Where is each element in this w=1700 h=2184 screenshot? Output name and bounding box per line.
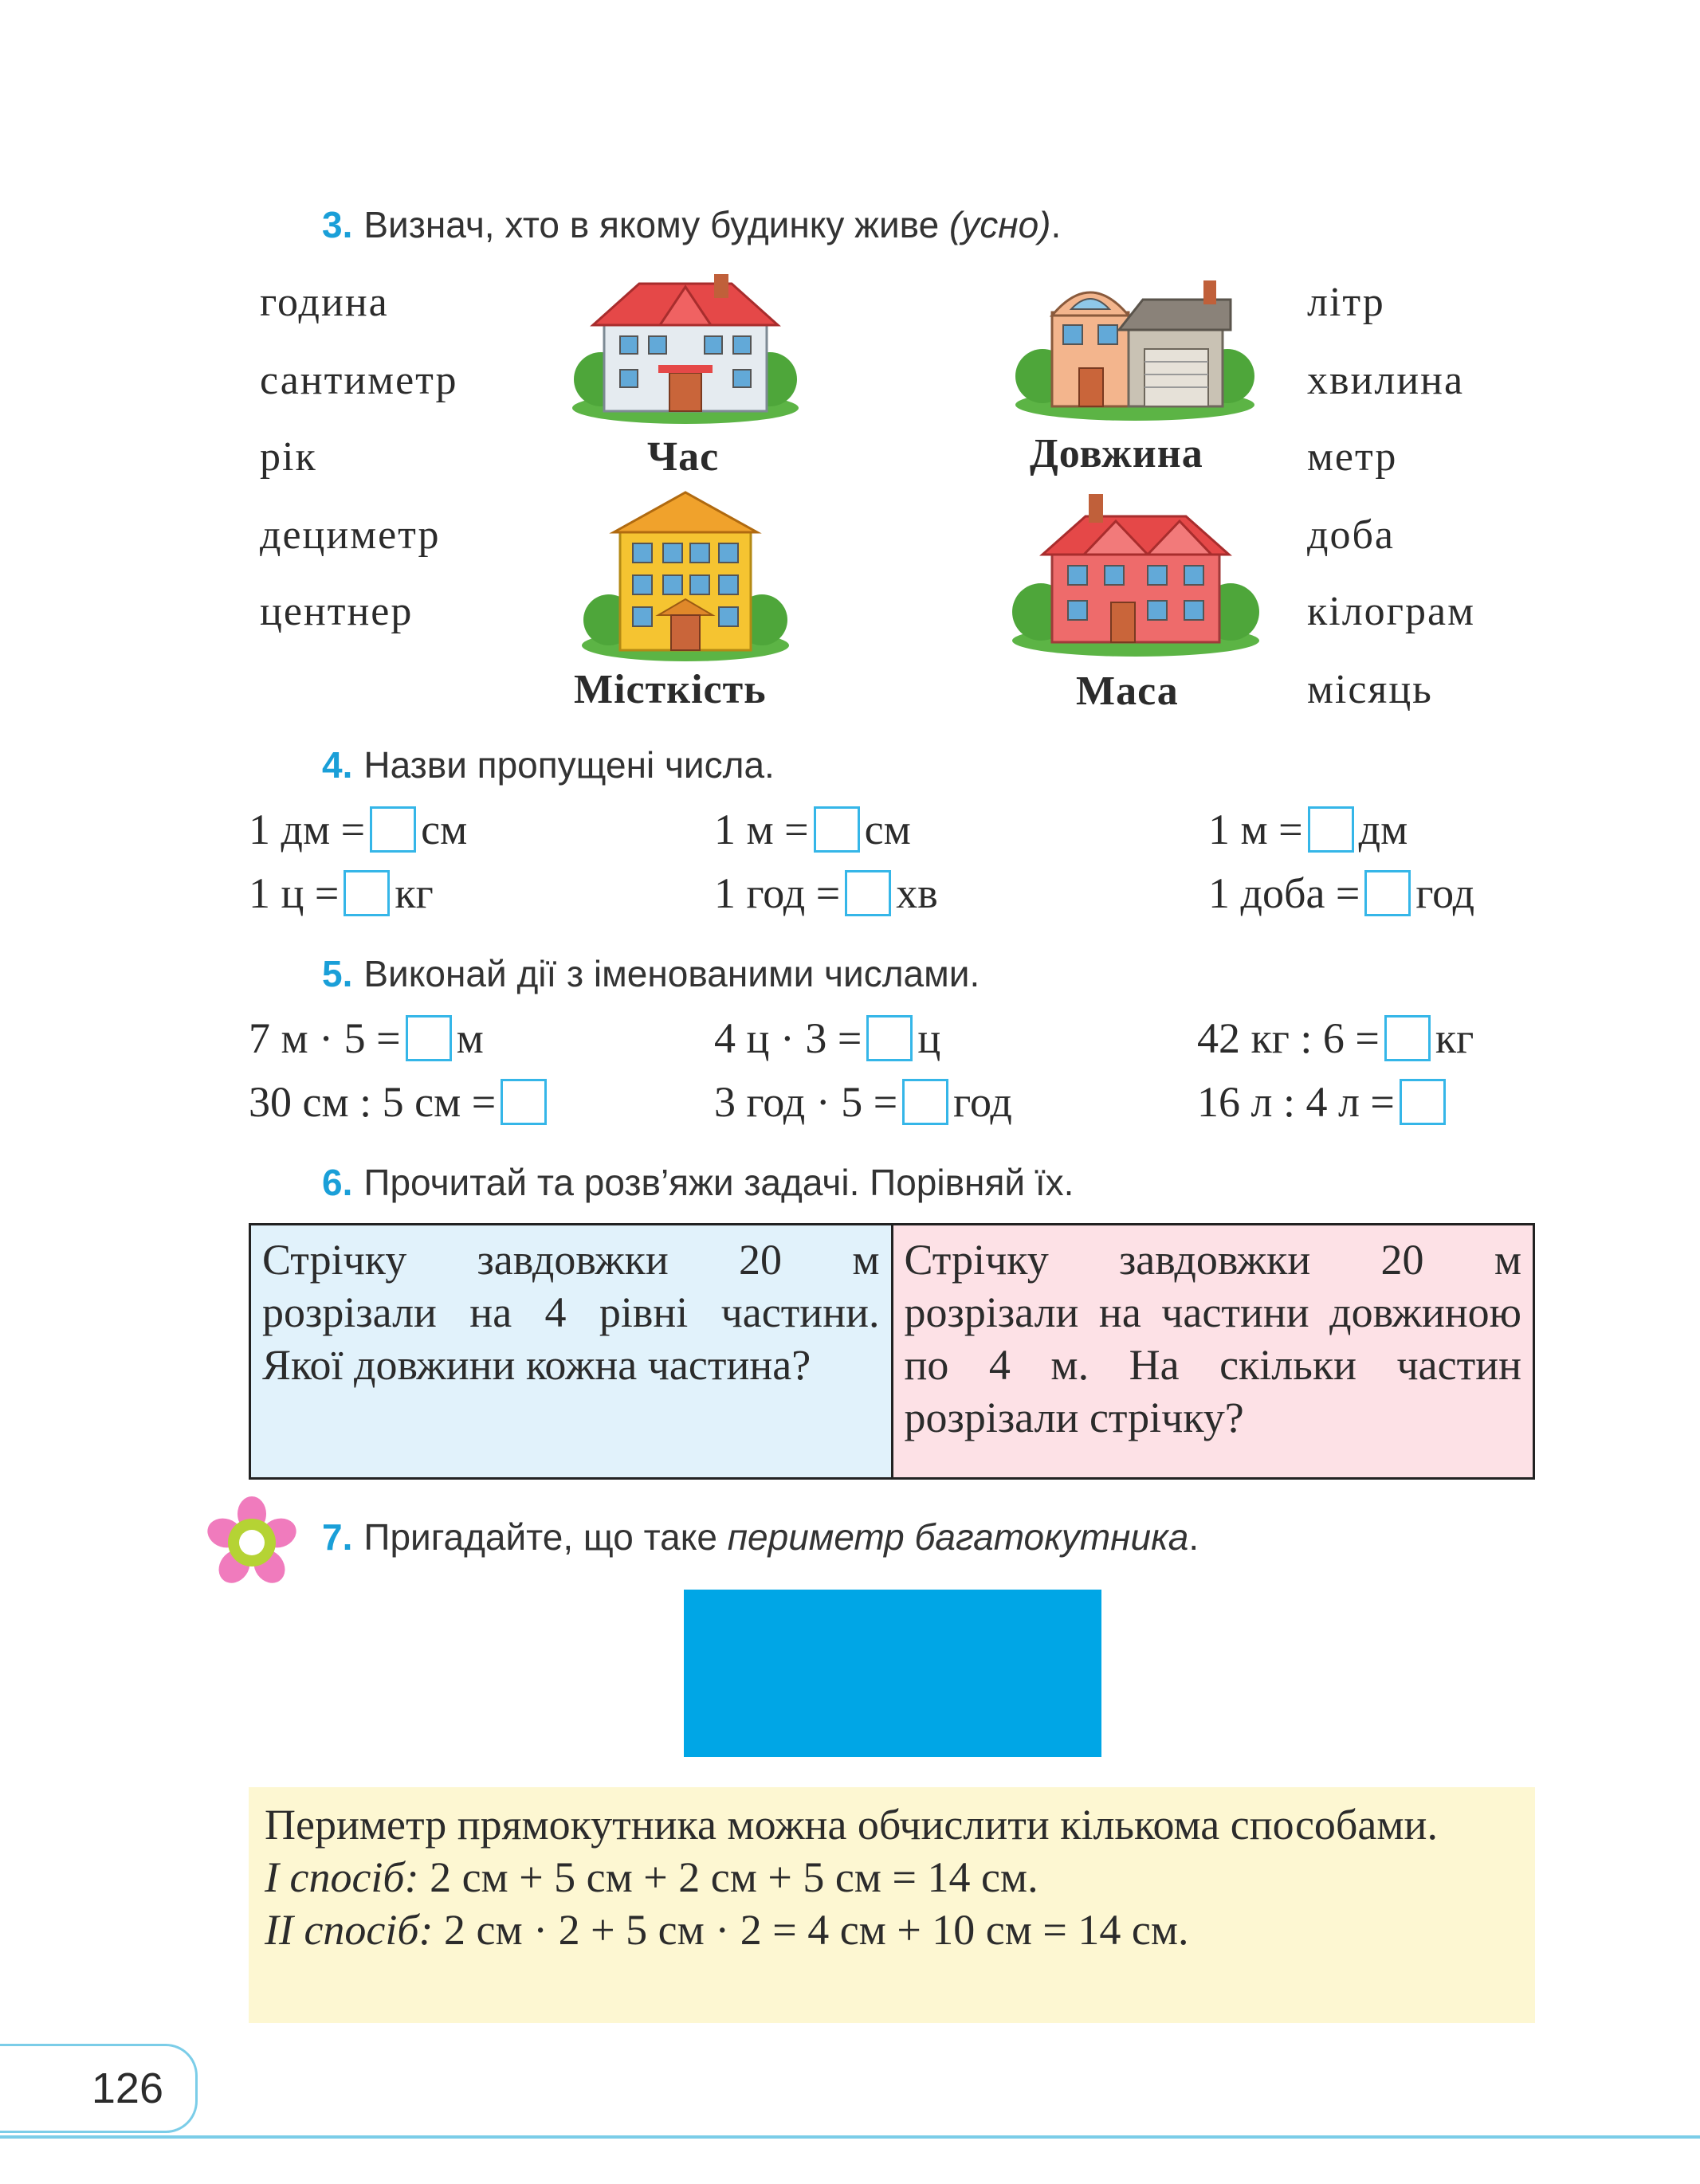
pair-work-flower-icon	[204, 1496, 300, 1589]
task7-instruction: Пригадайте, що таке	[363, 1516, 717, 1558]
unit-word: місяць	[1307, 667, 1433, 712]
house-capacity-icon	[582, 488, 789, 663]
equation: 1 год = хв	[714, 869, 938, 917]
blue-rectangle	[684, 1590, 1101, 1757]
task5-title	[322, 952, 980, 995]
unit-word: центнер	[260, 589, 414, 634]
equation: 1 доба = год	[1208, 869, 1475, 917]
task3-note: (усно)	[948, 204, 1051, 245]
answer-box[interactable]	[1400, 1079, 1446, 1125]
house-label: Маса	[1076, 669, 1179, 714]
answer-box[interactable]	[1308, 806, 1354, 853]
problem-left: Стрічку завдовжки 20 м розрізали на 4 рівні частини. Якої довжини кожна частина?	[251, 1225, 893, 1477]
equation: 30 см : 5 см =	[249, 1077, 552, 1127]
task3-number: 3.	[322, 204, 353, 245]
answer-box[interactable]	[866, 1015, 913, 1061]
answer-box[interactable]	[501, 1079, 547, 1125]
equation: 1 м = см	[714, 806, 911, 853]
house-length-icon	[1015, 265, 1254, 424]
house-mass-icon	[1012, 492, 1259, 660]
task6-instruction: Прочитай та розв’яжи задачі. Порівняй їх.	[363, 1162, 1074, 1203]
problem-right: Стрічку завдовжки 20 м розрізали на частини довжиною по 4 м. На скільки частин розрізали стрічку?	[893, 1225, 1533, 1477]
unit-word: сантиметр	[260, 358, 458, 403]
house-label: Довжина	[1030, 431, 1203, 476]
equation: 1 ц = кг	[249, 869, 434, 917]
task4-title	[322, 743, 775, 786]
unit-word: дециметр	[260, 512, 441, 558]
task7-number: 7.	[322, 1516, 353, 1558]
page-number: 126	[0, 2044, 198, 2133]
task3-title: 3. Визнач, хто в якому будинку живе (усно).	[322, 204, 1062, 245]
answer-box[interactable]	[370, 806, 416, 853]
unit-word: метр	[1307, 434, 1398, 480]
answer-box[interactable]	[845, 870, 891, 916]
task6-number: 6.	[322, 1162, 353, 1203]
task4-number: 4.	[322, 744, 353, 786]
unit-word: літр	[1307, 280, 1385, 325]
task4-instruction: Назви пропущені числа.	[363, 744, 775, 786]
unit-word: година	[260, 280, 389, 325]
task5-number: 5.	[322, 953, 353, 994]
equation: 1 м = дм	[1208, 806, 1408, 853]
equation: 3 год · 5 = год	[714, 1078, 1012, 1126]
bottom-divider	[0, 2135, 1700, 2139]
house-label: Місткість	[574, 667, 767, 712]
answer-box[interactable]	[1364, 870, 1411, 916]
task7-title: 7. Пригадайте, що таке периметр багатокутника.	[322, 1516, 1199, 1558]
unit-word: рік	[260, 434, 317, 480]
equation: 4 ц · 3 = ц	[714, 1014, 941, 1062]
unit-word: кілограм	[1307, 589, 1475, 634]
unit-word: доба	[1307, 512, 1395, 558]
answer-box[interactable]	[344, 870, 390, 916]
info-way2: II спосіб: 2 см · 2 + 5 см · 2 = 4 см + 10 см = 14 см.	[265, 1906, 1189, 1954]
task6-title	[322, 1161, 1074, 1204]
answer-box[interactable]	[814, 806, 860, 853]
info-way1: I спосіб: 2 см + 5 см + 2 см + 5 см = 14 см.	[265, 1853, 1038, 1901]
answer-box[interactable]	[1384, 1015, 1431, 1061]
task5-instruction: Виконай дії з іменованими числами.	[363, 953, 980, 994]
answer-box[interactable]	[902, 1079, 948, 1125]
info-line: Периметр прямокутника можна обчислити кількома способами.	[265, 1801, 1438, 1849]
unit-word: хвилина	[1307, 358, 1465, 403]
equation: 42 кг : 6 = кг	[1197, 1014, 1474, 1062]
task3-instruction: Визнач, хто в якому будинку живе	[363, 204, 940, 245]
house-time-icon	[572, 271, 799, 427]
perimeter-info-box	[249, 1787, 1535, 2023]
equation: 1 дм = см	[249, 806, 468, 853]
problems-table	[249, 1223, 1535, 1480]
equation: 7 м · 5 = м	[249, 1014, 484, 1062]
answer-box[interactable]	[406, 1015, 452, 1061]
task7-term: периметр багатокутника	[727, 1516, 1189, 1558]
equation: 16 л : 4 л =	[1197, 1077, 1451, 1127]
house-label: Час	[647, 434, 720, 480]
